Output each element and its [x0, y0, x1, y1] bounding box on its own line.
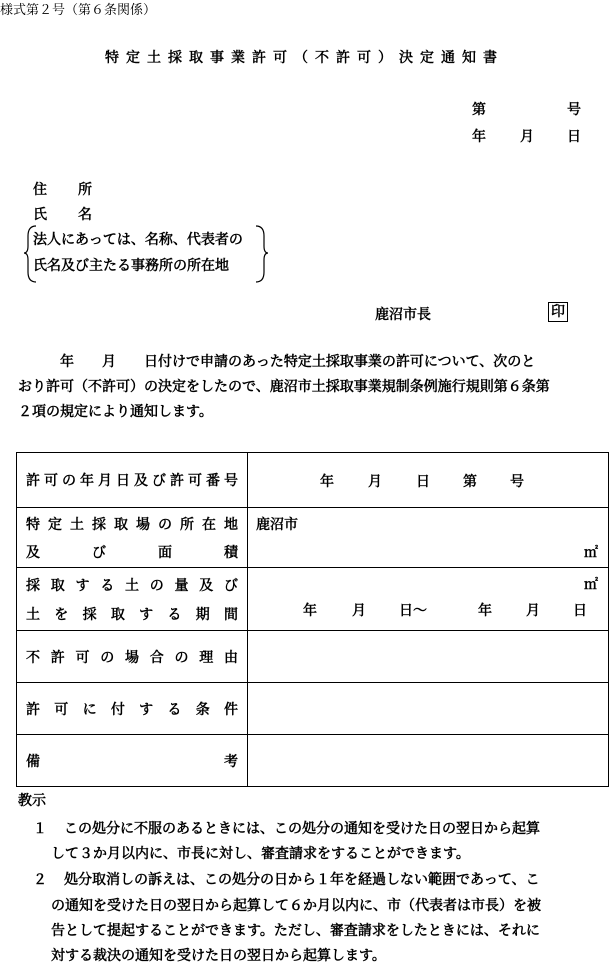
body-line-1: 年 月 日付けで申請のあった特定土採取事業の許可について、次のと [18, 354, 536, 370]
document-title: 特定土採取事業許可（不許可）決定通知書 [105, 50, 504, 66]
label-char: 及 [134, 473, 148, 489]
label-char: 許 [26, 473, 40, 489]
label-char: 許 [26, 701, 40, 718]
label-char: 由 [224, 649, 238, 666]
note-2-number: ２ [33, 872, 47, 888]
label-char: 不 [26, 649, 40, 666]
row-label-rejection-reason [17, 631, 248, 683]
table-row-remarks [17, 735, 609, 787]
label-char: 許 [50, 649, 65, 666]
label-char: 採 [82, 606, 97, 623]
form-number-label: 様式第２号（第６条関係） [0, 3, 157, 18]
label-char: 合 [149, 649, 164, 666]
table-row-amount-period [17, 568, 609, 631]
table-row-permit-number [17, 453, 609, 508]
label-char: 件 [223, 701, 238, 718]
label-char: 期 [195, 606, 210, 623]
table-row-location-area [17, 508, 609, 568]
location-city: 鹿沼市 [256, 517, 298, 533]
label-char: る [167, 701, 182, 718]
label-char: の [100, 649, 115, 666]
body-line-2: おり許可（不許可）の決定をしたので、鹿沼市土採取事業規制条例施行規則第６条第 [18, 379, 550, 395]
body-paragraph [18, 350, 608, 425]
label-char: す [139, 606, 154, 623]
label-char: 付 [110, 701, 125, 718]
label-char: 積 [224, 544, 238, 561]
label-char: の [174, 649, 189, 666]
label-char: 可 [44, 473, 58, 489]
label-char: 量 [174, 577, 189, 594]
permit-go: 号 [510, 474, 524, 490]
seal-mark: 印 [548, 302, 568, 322]
label-char: び [152, 473, 166, 489]
value-rejection-reason[interactable] [248, 631, 609, 683]
label-char: 可 [188, 473, 202, 489]
note-2-line-1: 処分取消しの訴えは、この処分の日から１年を経過しない範囲であって、こ [64, 872, 540, 888]
label-char: 理 [199, 649, 214, 666]
label-char: の [149, 577, 164, 594]
table-row-rejection-reason [17, 631, 609, 683]
label-char: 場 [125, 649, 139, 666]
row-label-remarks [17, 735, 248, 787]
note-2-line-3: 告として提起することができます。ただし、審査請求をしたときには、それに [51, 923, 540, 939]
label-char: 土 [70, 516, 84, 533]
value-remarks[interactable] [248, 735, 609, 787]
label-char: る [100, 577, 115, 594]
period-end-month: 月 [526, 603, 540, 619]
note-1-line-1: この処分に不服のあるときには、この処分の通知を受けた日の翌日から起算 [64, 821, 540, 837]
label-char: 場 [136, 516, 150, 533]
sender-title: 鹿沼市長 [375, 307, 431, 323]
permit-day: 日 [416, 474, 430, 490]
note-2-line-2: の通知を受けた日の翌日から起算して６か月以内に、市（代表者は市長）を被 [51, 898, 541, 914]
doc-number-go: 号 [567, 102, 581, 118]
label-char: 土 [26, 606, 40, 623]
label-char: 許 [170, 473, 184, 489]
label-char: 地 [224, 516, 238, 533]
label-char: 年 [80, 473, 94, 489]
date-month-label: 月 [520, 129, 534, 145]
label-char: の [158, 516, 172, 533]
note-2-line-4: 対する裁決の通知を受けた日の翌日から起算します。 [51, 948, 386, 964]
label-char: 号 [224, 473, 238, 489]
table-row-conditions [17, 683, 609, 735]
date-day-label: 日 [567, 129, 581, 145]
label-char: 所 [180, 516, 194, 533]
name-label-2: 名 [78, 207, 92, 223]
label-char: び [224, 577, 238, 594]
permit-month: 月 [368, 474, 382, 490]
label-char: 取 [50, 577, 65, 594]
row-label-amount-period [17, 568, 248, 631]
period-start-year: 年 [303, 603, 317, 619]
note-1-line-2: して３か月以内に、市長に対し、審査請求をすることができます。 [51, 846, 470, 862]
label-char: の [62, 473, 76, 489]
corporate-note-line-1: 法人にあっては、名称、代表者の [33, 232, 243, 248]
value-conditions[interactable] [248, 683, 609, 735]
value-permit-number[interactable] [248, 453, 609, 508]
body-line-3: ２項の規定により通知します。 [18, 404, 213, 420]
label-char: 特 [26, 516, 40, 533]
doc-number-dai: 第 [472, 102, 486, 118]
row-label-conditions [17, 683, 248, 735]
value-amount-period[interactable] [248, 568, 609, 631]
address-label-1: 住 [33, 182, 47, 198]
label-char: す [139, 701, 154, 718]
permit-dai: 第 [463, 474, 477, 490]
period-end-day: 日 [573, 603, 587, 619]
label-char: 定 [48, 516, 62, 533]
label-char: す [75, 577, 90, 594]
corporate-note-line-2: 氏名及び主たる事務所の所在地 [33, 258, 229, 274]
label-char: 及 [199, 577, 214, 594]
label-char: 条 [195, 701, 210, 718]
date-year-label: 年 [472, 129, 486, 145]
label-char: 備 [26, 753, 40, 770]
label-char: び [92, 544, 106, 561]
label-char: 日 [116, 473, 130, 489]
label-char: 取 [110, 606, 125, 623]
instructions-heading: 教示 [18, 793, 46, 809]
label-char: 可 [75, 649, 90, 666]
label-char: 土 [125, 577, 139, 594]
note-1-number: １ [33, 821, 47, 837]
label-char: 月 [98, 473, 112, 489]
label-char: 面 [158, 544, 172, 561]
label-char: 採 [92, 516, 106, 533]
row-label-location-area [17, 508, 248, 568]
label-char: る [167, 606, 182, 623]
details-table [16, 452, 609, 787]
address-label-2: 所 [78, 182, 92, 198]
label-char: に [82, 701, 97, 718]
name-label-1: 氏 [33, 207, 47, 223]
permit-year: 年 [320, 474, 334, 490]
value-location-area[interactable] [248, 508, 609, 568]
period-end-year: 年 [478, 603, 492, 619]
label-char: 番 [206, 473, 220, 489]
label-char: 採 [26, 577, 40, 594]
period-start-month: 月 [352, 603, 366, 619]
row-label-permit-number [17, 453, 248, 508]
label-char: 考 [224, 753, 238, 770]
label-char: 可 [54, 701, 69, 718]
label-char: 在 [202, 516, 216, 533]
label-char: 間 [223, 606, 238, 623]
period-start-day: 日～ [399, 603, 427, 619]
label-char: を [54, 606, 69, 623]
label-char: 取 [114, 516, 128, 533]
area-unit: ㎡ [584, 545, 598, 561]
label-char: 及 [26, 544, 40, 561]
amount-unit: ㎡ [584, 577, 598, 593]
